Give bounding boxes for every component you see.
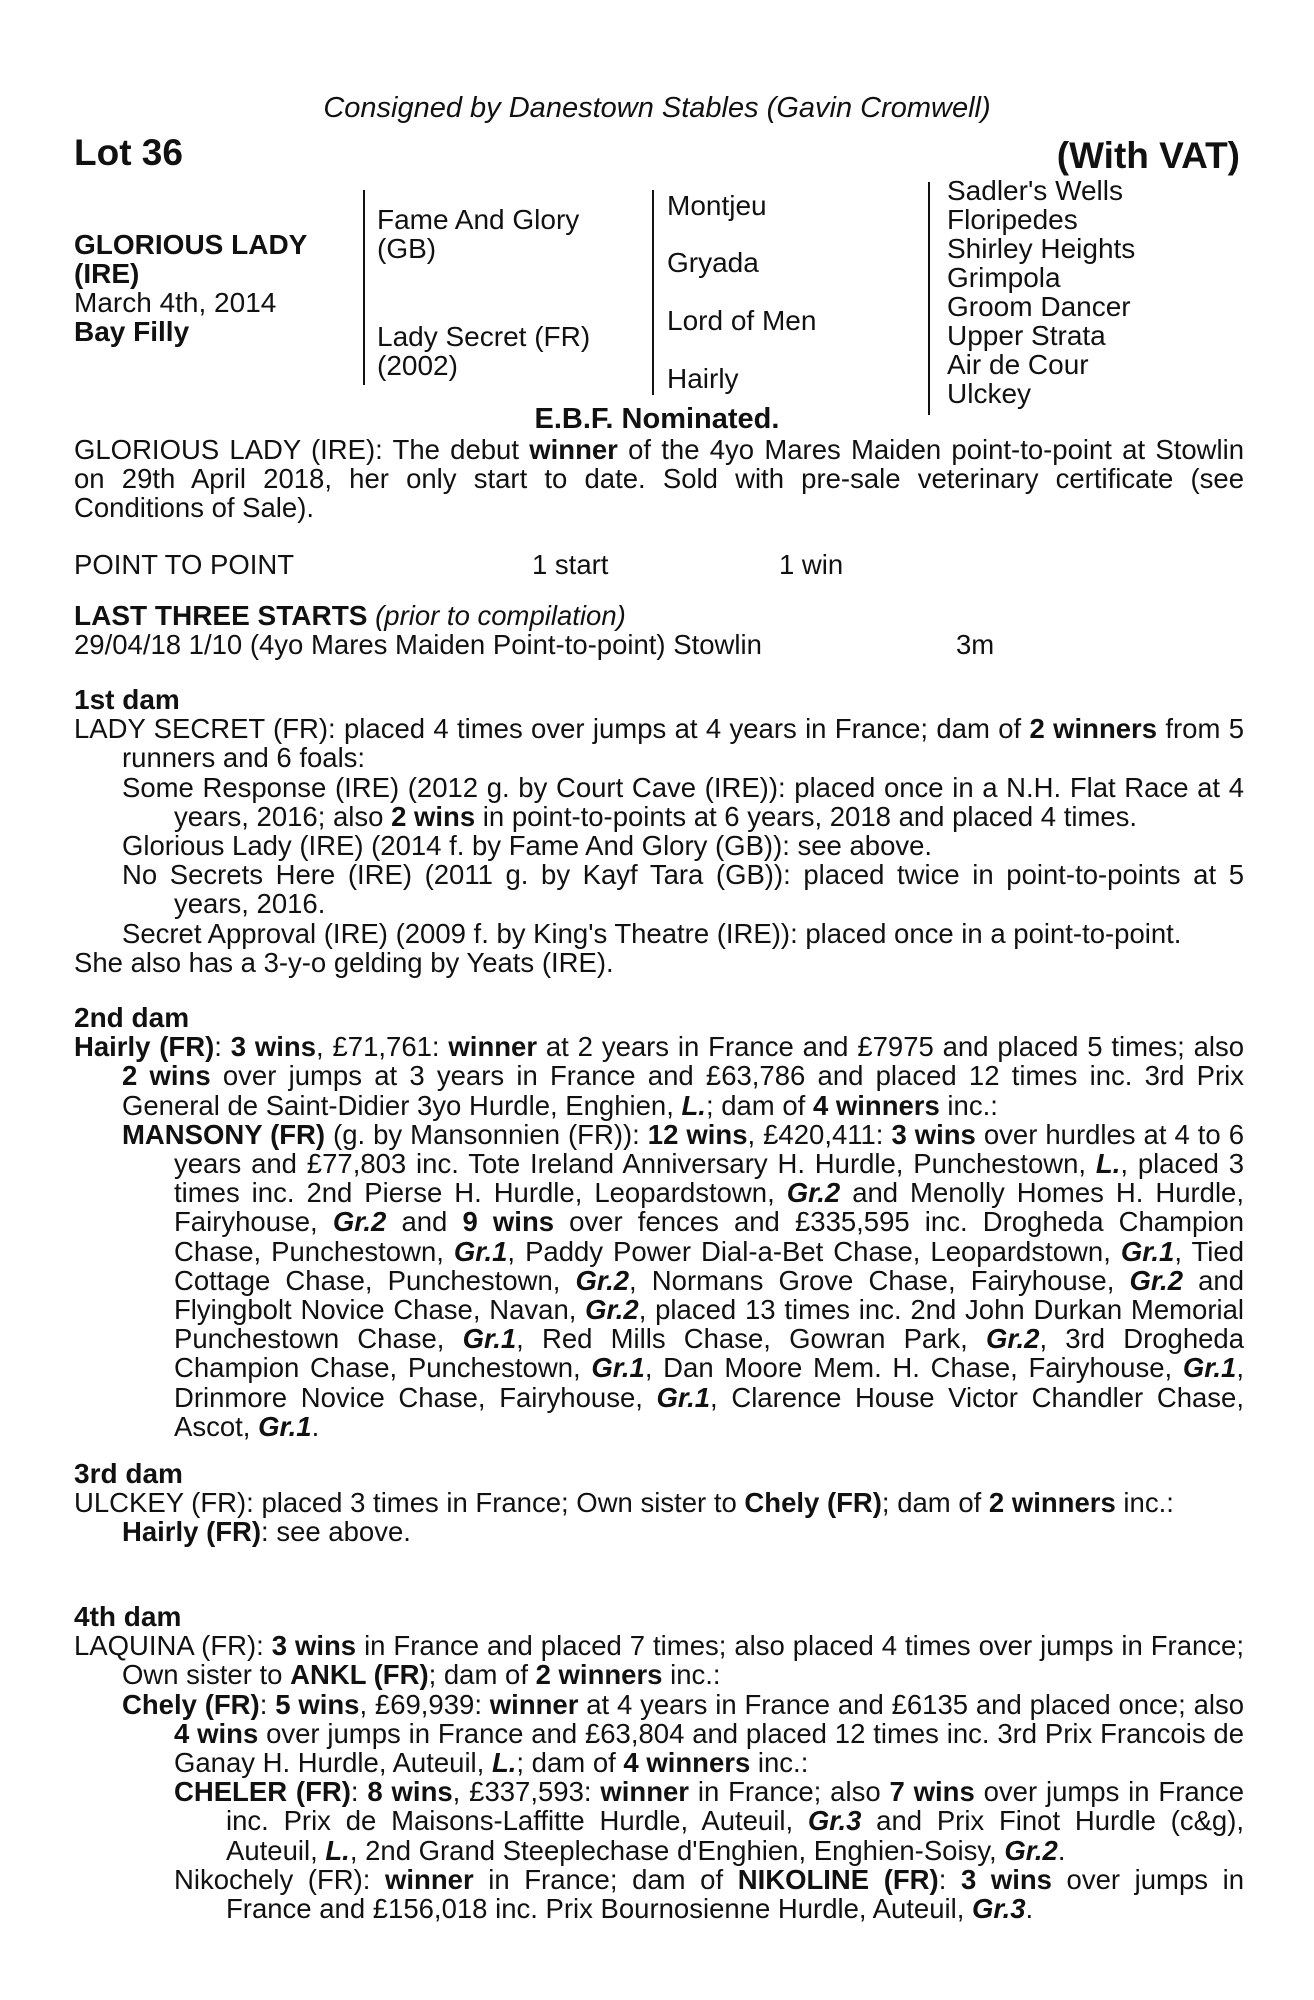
second-dam-heading: 2nd dam <box>74 1002 190 1033</box>
first-dam-section <box>74 685 1244 977</box>
gen3-item: Sadler's Wells <box>947 175 1123 206</box>
gen3-item: Ulckey <box>947 378 1032 409</box>
pedigree-gen2-4: Hairly <box>667 363 739 394</box>
pedigree-sire <box>377 205 579 263</box>
consignor-line: Consigned by Danestown Stables (Gavin Cromwell) <box>323 92 991 124</box>
intro-paragraph: GLORIOUS LADY (IRE): The debut winner of the 4yo Mares Maiden point-to-point at Stowlin on 29th April 2018, her only start to date. Sold with pre-sale veterinary certificate (see Conditions of Sale). <box>74 434 1244 524</box>
lot-number: Lot 36 <box>74 132 183 173</box>
pedigree-gen2-3: Lord of Men <box>667 305 817 336</box>
first-dam-text: LADY SECRET (FR): placed 4 times over jumps at 4 years in France; dam of 2 winners from 5 runners and 6 foals: <box>74 713 1245 774</box>
third-dam-produce: Hairly (FR): see above. <box>122 1516 411 1548</box>
first-dam-produce: Secret Approval (IRE) (2009 f. by King's Theatre (IRE)): placed once in a point-to-point. <box>122 917 1182 949</box>
fourth-dam-heading: 4th dam <box>74 1601 182 1632</box>
vat-label: (With VAT) <box>1056 135 1240 176</box>
first-dam-produce: No Secrets Here (IRE) (2011 g. by Kayf Tara (GB)): placed twice in point-to-points at 5 years, 2016. <box>122 859 1244 920</box>
record-starts: 1 start <box>532 549 609 580</box>
third-dam-section <box>74 1459 1244 1547</box>
dam-name: Lady Secret (FR) <box>377 321 591 352</box>
gen3-item: Grimpola <box>947 262 1061 293</box>
fourth-dam-grandproduce: Nikochely (FR): winner in France; dam of NIKOLINE (FR): 3 wins over jumps in France and £156,018 inc. Prix Bournosienne Hurdle, Auteuil, Gr.3. <box>174 1863 1245 1925</box>
horse-dob: March 4th, 2014 <box>74 287 277 318</box>
start-row: 29/04/18 1/10 (4yo Mares Maiden Point-to-point) Stowlin <box>74 629 762 661</box>
pedigree-gen2-2: Gryada <box>667 247 759 278</box>
record-wins: 1 win <box>779 549 844 580</box>
first-dam-produce: Glorious Lady (IRE) (2014 f. by Fame And Glory (GB)): see above. <box>122 830 933 862</box>
second-dam-produce: MANSONY (FR) (g. by Mansonnien (FR)): 12 wins, £420,411: 3 wins over hurdles at 4 to 6 years and £77,803 inc. Tote Ireland Anniversary H. Hurdle, Punchestown, L., placed 3 times inc. 2nd Pierse H. Hurdle, Leopardstown, Gr.2 and Menolly Homes H. Hurdle, Fairyhouse, Gr.2 and 9 wins over fences and £335,595 inc. Drogheda Champion Chase, Punchestown, Gr.1, Paddy Power Dial-a-Bet Chase, Leopardstown, Gr.1, Tied Cottage Chase, Punchestown, Gr.2, Normans Grove Chase, Fairyhouse, Gr.2 and Flyingbolt Novice Chase, Navan, Gr.2, placed 13 times inc. 2nd John Durkan Memorial Punchestown Chase, Gr.1, Red Mills Chase, Gowran Park, Gr.2, 3rd Drogheda Champion Chase, Punchestown, Gr.1, Dan Moore Mem. H. Chase, Fairyhouse, Gr.1, Drinmore Novice Chase, Fairyhouse, Gr.1, Clarence House Victor Chandler Chase, Ascot, Gr.1. <box>122 1118 1244 1442</box>
first-dam-heading: 1st dam <box>74 684 180 715</box>
record-label: POINT TO POINT <box>74 549 295 580</box>
ebf-nominated: E.B.F. Nominated. <box>534 403 780 435</box>
gen3-item: Shirley Heights <box>947 233 1136 264</box>
horse-name-line1: GLORIOUS LADY <box>74 229 308 260</box>
horse-identity <box>74 230 354 346</box>
third-dam-heading: 3rd dam <box>74 1458 183 1489</box>
last-three-starts <box>74 601 1244 659</box>
fourth-dam-grandproduce: CHELER (FR): 8 wins, £337,593: winner in France; also 7 wins over jumps in France inc. Prix de Maisons-Laffitte Hurdle, Auteuil, Gr.3 and Prix Finot Hurdle (c&g), Auteuil, L., 2nd Grand Steeplechase d'Enghien, Enghien-Soisy, Gr.2. <box>174 1776 1245 1866</box>
first-dam-produce: Some Response (IRE) (2012 g. by Court Cave (IRE)): placed once in a N.H. Flat Race at 4 years, 2016; also 2 wins in point-to-points at 6 years, 2018 and placed 4 times. <box>122 771 1244 832</box>
gen3-item: Upper Strata <box>947 320 1106 351</box>
last-three-heading: LAST THREE STARTS <box>74 600 368 631</box>
third-dam-text: ULCKEY (FR): placed 3 times in France; Own sister to Chely (FR); dam of 2 winners inc.: <box>74 1487 1174 1519</box>
pedigree-divider-3 <box>928 182 930 415</box>
horse-sex: Bay Filly <box>74 316 190 347</box>
fourth-dam-produce: Chely (FR): 5 wins, £69,939: winner at 4 years in France and £6135 and placed once; also 4 wins over jumps in France and £63,804 and placed 12 times inc. 3rd Prix Francois de Ganay H. Hurdle, Auteuil, L.; dam of 4 winners inc.: <box>122 1688 1245 1779</box>
pedigree-divider-1 <box>363 190 365 385</box>
sire-origin: (GB) <box>377 233 437 264</box>
first-dam-note: She also has a 3-y-o gelding by Yeats (IRE). <box>74 946 614 978</box>
pedigree-gen3 <box>947 176 1135 408</box>
dam-year: (2002) <box>377 350 458 381</box>
pedigree-divider-2 <box>652 190 654 395</box>
second-dam-section <box>74 1003 1244 1441</box>
pedigree-gen2-1: Montjeu <box>667 190 767 221</box>
sire-name: Fame And Glory <box>377 204 580 235</box>
gen3-item: Groom Dancer <box>947 291 1131 322</box>
second-dam-text: Hairly (FR): 3 wins, £71,761: winner at 2 years in France and £7975 and placed 5 times; also 2 wins over jumps at 3 years in France and £63,786 and placed 12 times inc. 3rd Prix General de Saint-Didier 3yo Hurdle, Enghien, L.; dam of 4 winners inc.: <box>74 1031 1245 1121</box>
horse-name-line2: (IRE) <box>74 258 140 289</box>
last-three-sub: (prior to compilation) <box>367 600 626 631</box>
pedigree-dam <box>377 322 590 380</box>
fourth-dam-section <box>74 1602 1244 1923</box>
fourth-dam-text: LAQUINA (FR): 3 wins in France and placed 7 times; also placed 4 times over jumps in France; Own sister to ANKL (FR); dam of 2 winners inc.: <box>74 1630 1244 1691</box>
start-distance: 3m <box>956 629 995 661</box>
gen3-item: Floripedes <box>947 204 1078 235</box>
gen3-item: Air de Cour <box>947 349 1089 380</box>
